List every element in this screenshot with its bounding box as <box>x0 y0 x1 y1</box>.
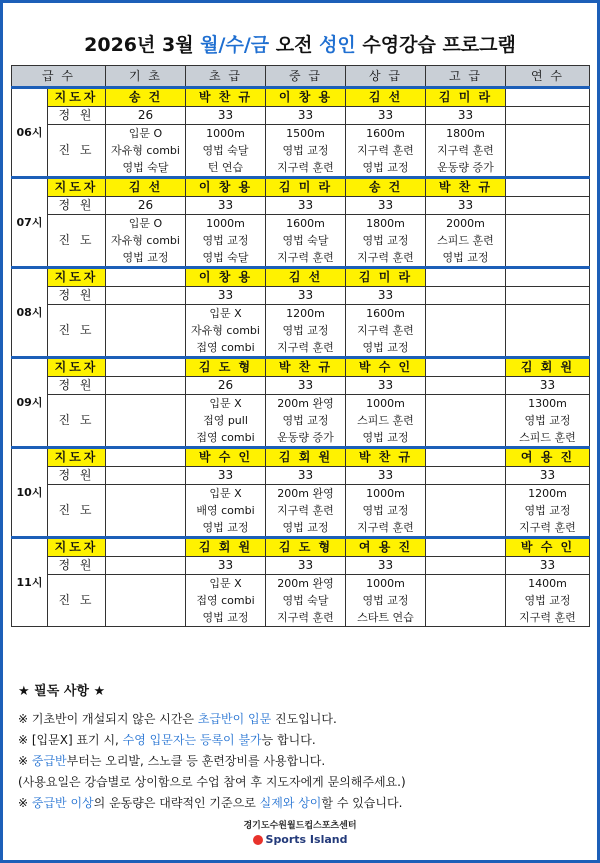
instructor-cell: 박 수 인 <box>186 448 266 467</box>
progress-cell <box>106 575 186 593</box>
progress-cell: 1000m <box>346 485 426 503</box>
capacity-label: 정 원 <box>48 287 106 305</box>
progress-cell <box>426 592 506 609</box>
progress-cell: 2000m <box>426 215 506 233</box>
progress-cell <box>426 609 506 627</box>
progress-cell <box>506 305 590 323</box>
capacity-cell <box>106 467 186 485</box>
capacity-cell: 33 <box>346 467 426 485</box>
instructor-cell: 김 도 형 <box>186 358 266 377</box>
capacity-cell: 26 <box>106 107 186 125</box>
capacity-cell <box>506 287 590 305</box>
title-mid: 오전 <box>269 34 320 56</box>
progress-label: 진 도 <box>48 485 106 538</box>
progress-cell: 운동량 증가 <box>266 429 346 448</box>
note-5-highlight-2: 실제와 상이 <box>259 796 322 810</box>
note-1-highlight: 초급반이 입문 <box>197 712 272 726</box>
sports-island-logo-icon <box>253 835 263 845</box>
title-rest: 수영강습 프로그램 <box>355 34 516 56</box>
progress-cell <box>106 395 186 413</box>
instructor-label: 지도자 <box>48 538 106 557</box>
capacity-cell: 33 <box>186 287 266 305</box>
progress-cell: 영법 교정 <box>106 249 186 268</box>
note-5-mid: 의 운동량은 대략적인 기준으로 <box>93 796 260 810</box>
instructor-cell: 박 찬 규 <box>266 358 346 377</box>
progress-cell: 지구력 훈련 <box>266 339 346 358</box>
progress-cell: 자유형 combi <box>106 232 186 249</box>
progress-cell: 영법 교정 <box>346 159 426 178</box>
progress-cell <box>426 485 506 503</box>
instructor-cell <box>506 178 590 197</box>
footer-brand-text: Sports Island <box>265 833 348 846</box>
progress-cell: 1600m <box>346 125 426 143</box>
progress-cell: 1800m <box>426 125 506 143</box>
progress-label: 진 도 <box>48 575 106 627</box>
capacity-cell <box>426 287 506 305</box>
progress-row <box>12 395 590 413</box>
progress-label: 진 도 <box>48 215 106 268</box>
progress-cell: 영법 교정 <box>266 519 346 538</box>
instructor-cell: 김 회 원 <box>266 448 346 467</box>
instructor-cell: 김 선 <box>346 88 426 107</box>
progress-cell: 영법 숙달 <box>266 232 346 249</box>
progress-cell <box>506 339 590 358</box>
progress-cell: 접영 combi <box>186 592 266 609</box>
instructor-cell: 송 건 <box>346 178 426 197</box>
hour-label: 09시 <box>12 358 48 448</box>
progress-cell <box>506 232 590 249</box>
instructor-cell: 송 건 <box>106 88 186 107</box>
instructor-cell <box>426 538 506 557</box>
header-basic: 기 초 <box>106 66 186 88</box>
note-2-text: ※ [입문X] 표기 시, <box>18 733 123 747</box>
capacity-cell: 26 <box>186 377 266 395</box>
instructor-label: 지도자 <box>48 448 106 467</box>
capacity-cell: 33 <box>186 197 266 215</box>
capacity-cell: 33 <box>506 557 590 575</box>
progress-cell: 지구력 훈련 <box>346 142 426 159</box>
progress-cell: 200m 완영 <box>266 485 346 503</box>
capacity-row <box>12 287 590 305</box>
header-upper: 상 급 <box>346 66 426 88</box>
instructor-cell: 박 찬 규 <box>346 448 426 467</box>
capacity-cell <box>506 197 590 215</box>
instructor-cell: 김 미 라 <box>266 178 346 197</box>
progress-cell <box>426 575 506 593</box>
progress-cell: 1200m <box>266 305 346 323</box>
note-1 <box>18 709 588 730</box>
progress-cell <box>106 412 186 429</box>
capacity-cell <box>106 377 186 395</box>
capacity-cell: 33 <box>266 377 346 395</box>
progress-cell: 입문 O <box>106 125 186 143</box>
capacity-cell: 33 <box>346 377 426 395</box>
instructor-cell: 이 창 용 <box>186 268 266 287</box>
progress-cell: 1800m <box>346 215 426 233</box>
capacity-label: 정 원 <box>48 377 106 395</box>
header-level: 급 수 <box>12 66 106 88</box>
progress-cell: 1600m <box>266 215 346 233</box>
hour-label: 08시 <box>12 268 48 358</box>
progress-cell: 1600m <box>346 305 426 323</box>
progress-cell: 200m 완영 <box>266 575 346 593</box>
progress-cell: 지구력 훈련 <box>346 249 426 268</box>
capacity-cell <box>106 557 186 575</box>
progress-row <box>12 305 590 323</box>
progress-cell: 영법 교정 <box>266 322 346 339</box>
footer-brand <box>0 833 600 846</box>
progress-cell: 자유형 combi <box>106 142 186 159</box>
progress-row <box>12 125 590 143</box>
progress-cell <box>106 592 186 609</box>
header-beginner: 초 급 <box>186 66 266 88</box>
instructor-cell <box>506 268 590 287</box>
instructor-cell: 김 선 <box>106 178 186 197</box>
note-3-tail: 부터는 오리발, 스노클 등 훈련장비를 사용합니다. <box>66 754 326 768</box>
progress-cell: 입문 X <box>186 485 266 503</box>
instructor-cell: 박 수 인 <box>346 358 426 377</box>
progress-cell: 영법 교정 <box>186 519 266 538</box>
progress-cell <box>106 305 186 323</box>
progress-cell: 200m 완영 <box>266 395 346 413</box>
progress-cell: 영법 교정 <box>186 609 266 627</box>
progress-cell <box>106 339 186 358</box>
progress-cell: 영법 교정 <box>346 232 426 249</box>
hour-label: 11시 <box>12 538 48 627</box>
capacity-cell: 33 <box>346 197 426 215</box>
progress-cell <box>426 412 506 429</box>
progress-cell: 1000m <box>186 215 266 233</box>
progress-cell: 스타트 연습 <box>346 609 426 627</box>
progress-cell: 지구력 훈련 <box>266 609 346 627</box>
progress-cell: 지구력 훈련 <box>266 159 346 178</box>
capacity-cell: 33 <box>426 197 506 215</box>
progress-cell: 1000m <box>346 395 426 413</box>
instructor-cell <box>506 88 590 107</box>
header-row <box>12 66 590 88</box>
capacity-row <box>12 197 590 215</box>
progress-cell: 스피드 훈련 <box>426 232 506 249</box>
instructor-row <box>12 448 590 467</box>
progress-cell <box>506 159 590 178</box>
progress-cell: 스피드 훈련 <box>506 429 590 448</box>
note-2-tail: 능 합니다. <box>261 733 316 747</box>
progress-cell: 지구력 훈련 <box>426 142 506 159</box>
progress-cell <box>506 215 590 233</box>
notes-heading: ★ 필독 사항 ★ <box>18 684 106 699</box>
progress-cell: 턴 연습 <box>186 159 266 178</box>
progress-cell: 지구력 훈련 <box>506 519 590 538</box>
note-2-highlight: 수영 입문자는 등록이 불가 <box>122 733 262 747</box>
instructor-cell: 여 용 진 <box>346 538 426 557</box>
capacity-cell <box>426 557 506 575</box>
capacity-cell: 33 <box>506 467 590 485</box>
instructor-row <box>12 268 590 287</box>
schedule-table <box>11 65 590 627</box>
instructor-cell <box>426 268 506 287</box>
header-advanced: 고 급 <box>426 66 506 88</box>
progress-cell <box>106 519 186 538</box>
progress-cell <box>106 485 186 503</box>
progress-cell: 운동량 증가 <box>426 159 506 178</box>
title-year-month: 2026년 3월 <box>84 34 201 56</box>
capacity-cell <box>426 467 506 485</box>
instructor-row <box>12 88 590 107</box>
capacity-label: 정 원 <box>48 467 106 485</box>
note-3 <box>18 751 588 772</box>
progress-cell <box>506 125 590 143</box>
capacity-label: 정 원 <box>48 107 106 125</box>
note-5 <box>18 793 588 814</box>
progress-cell: 영법 교정 <box>266 142 346 159</box>
capacity-row <box>12 377 590 395</box>
capacity-row <box>12 467 590 485</box>
title-target: 성인 <box>319 34 356 56</box>
capacity-cell: 33 <box>346 557 426 575</box>
capacity-label: 정 원 <box>48 197 106 215</box>
header-training: 연 수 <box>506 66 590 88</box>
progress-cell <box>426 305 506 323</box>
progress-cell: 지구력 훈련 <box>266 249 346 268</box>
instructor-cell: 박 찬 규 <box>186 88 266 107</box>
progress-cell: 영법 교정 <box>346 429 426 448</box>
capacity-cell: 33 <box>506 377 590 395</box>
progress-cell: 1500m <box>266 125 346 143</box>
progress-cell: 스피드 훈련 <box>346 412 426 429</box>
capacity-cell <box>106 287 186 305</box>
progress-cell: 영법 교정 <box>426 249 506 268</box>
progress-cell <box>506 322 590 339</box>
footer-org: 경기도수원월드컵스포츠센터 <box>243 821 357 831</box>
progress-cell: 1400m <box>506 575 590 593</box>
progress-cell: 1200m <box>506 485 590 503</box>
progress-row <box>12 575 590 593</box>
capacity-cell: 26 <box>106 197 186 215</box>
instructor-label: 지도자 <box>48 178 106 197</box>
progress-cell: 배영 combi <box>186 502 266 519</box>
footer <box>0 818 600 846</box>
instructor-row <box>12 538 590 557</box>
instructor-cell: 박 수 인 <box>506 538 590 557</box>
instructor-label: 지도자 <box>48 88 106 107</box>
progress-label: 진 도 <box>48 305 106 358</box>
progress-cell <box>426 322 506 339</box>
progress-cell <box>506 142 590 159</box>
progress-cell: 지구력 훈련 <box>346 322 426 339</box>
progress-cell: 영법 교정 <box>346 502 426 519</box>
instructor-cell: 이 창 용 <box>186 178 266 197</box>
note-1-text: ※ 기초반이 개설되지 않은 시간은 <box>18 712 198 726</box>
progress-cell: 영법 교정 <box>186 232 266 249</box>
instructor-label: 지도자 <box>48 268 106 287</box>
progress-cell: 영법 교정 <box>346 339 426 358</box>
capacity-cell: 33 <box>266 557 346 575</box>
progress-cell: 영법 숙달 <box>266 592 346 609</box>
instructor-cell <box>106 448 186 467</box>
progress-cell: 영법 교정 <box>346 592 426 609</box>
instructor-label: 지도자 <box>48 358 106 377</box>
progress-cell: 1000m <box>186 125 266 143</box>
note-3-highlight: 중급반 <box>31 754 67 768</box>
progress-label: 진 도 <box>48 125 106 178</box>
progress-cell <box>426 429 506 448</box>
instructor-row <box>12 358 590 377</box>
instructor-cell <box>106 538 186 557</box>
page-title <box>0 30 600 57</box>
hour-label: 10시 <box>12 448 48 538</box>
capacity-cell: 33 <box>266 287 346 305</box>
header-intermediate: 중 급 <box>266 66 346 88</box>
capacity-cell: 33 <box>426 107 506 125</box>
capacity-cell: 33 <box>266 197 346 215</box>
instructor-cell: 김 선 <box>266 268 346 287</box>
instructor-cell <box>426 358 506 377</box>
progress-cell <box>106 609 186 627</box>
progress-cell: 지구력 훈련 <box>506 609 590 627</box>
note-5-text: ※ <box>18 796 32 810</box>
progress-cell: 영법 교정 <box>506 502 590 519</box>
progress-cell <box>106 502 186 519</box>
progress-cell: 자유형 combi <box>186 322 266 339</box>
instructor-cell: 이 창 용 <box>266 88 346 107</box>
note-1-tail: 진도입니다. <box>271 712 337 726</box>
progress-cell: 영법 교정 <box>506 592 590 609</box>
notes-section <box>18 680 588 814</box>
progress-cell: 입문 X <box>186 575 266 593</box>
progress-row <box>12 215 590 233</box>
progress-cell: 1000m <box>346 575 426 593</box>
capacity-cell: 33 <box>266 467 346 485</box>
instructor-cell: 김 미 라 <box>346 268 426 287</box>
capacity-cell <box>506 107 590 125</box>
note-2 <box>18 730 588 751</box>
capacity-cell: 33 <box>186 107 266 125</box>
hour-label: 06시 <box>12 88 48 178</box>
instructor-cell <box>426 448 506 467</box>
progress-cell: 접영 combi <box>186 429 266 448</box>
progress-cell: 지구력 훈련 <box>266 502 346 519</box>
instructor-cell <box>106 268 186 287</box>
instructor-cell: 김 미 라 <box>426 88 506 107</box>
instructor-cell: 여 용 진 <box>506 448 590 467</box>
capacity-label: 정 원 <box>48 557 106 575</box>
progress-cell: 지구력 훈련 <box>346 519 426 538</box>
instructor-cell <box>106 358 186 377</box>
progress-cell: 입문 X <box>186 395 266 413</box>
capacity-cell <box>426 377 506 395</box>
capacity-row <box>12 107 590 125</box>
progress-cell: 입문 O <box>106 215 186 233</box>
capacity-cell: 33 <box>346 107 426 125</box>
progress-cell: 영법 숙달 <box>106 159 186 178</box>
hour-label: 07시 <box>12 178 48 268</box>
capacity-cell: 33 <box>186 467 266 485</box>
progress-cell: 접영 combi <box>186 339 266 358</box>
capacity-cell: 33 <box>266 107 346 125</box>
progress-cell <box>106 429 186 448</box>
progress-label: 진 도 <box>48 395 106 448</box>
progress-cell <box>106 322 186 339</box>
progress-cell: 접영 pull <box>186 412 266 429</box>
progress-cell: 영법 교정 <box>266 412 346 429</box>
capacity-cell: 33 <box>186 557 266 575</box>
note-5-highlight: 중급반 이상 <box>31 796 94 810</box>
note-4: (사용요일은 강습별로 상이함으로 수업 참여 후 지도자에게 문의해주세요.) <box>18 775 406 789</box>
progress-cell <box>426 502 506 519</box>
title-days: 월/수/금 <box>200 34 270 56</box>
instructor-cell: 김 회 원 <box>186 538 266 557</box>
progress-cell: 영법 숙달 <box>186 249 266 268</box>
instructor-cell: 김 회 원 <box>506 358 590 377</box>
progress-cell <box>426 339 506 358</box>
note-3-text: ※ <box>18 754 32 768</box>
progress-cell <box>426 519 506 538</box>
progress-cell <box>426 395 506 413</box>
instructor-cell: 김 도 형 <box>266 538 346 557</box>
capacity-cell: 33 <box>346 287 426 305</box>
progress-cell: 입문 X <box>186 305 266 323</box>
progress-cell <box>506 249 590 268</box>
progress-row <box>12 485 590 503</box>
progress-cell: 영법 교정 <box>506 412 590 429</box>
instructor-cell: 박 찬 규 <box>426 178 506 197</box>
progress-cell: 1300m <box>506 395 590 413</box>
progress-cell: 영법 숙달 <box>186 142 266 159</box>
capacity-row <box>12 557 590 575</box>
instructor-row <box>12 178 590 197</box>
note-5-tail: 할 수 있습니다. <box>321 796 403 810</box>
